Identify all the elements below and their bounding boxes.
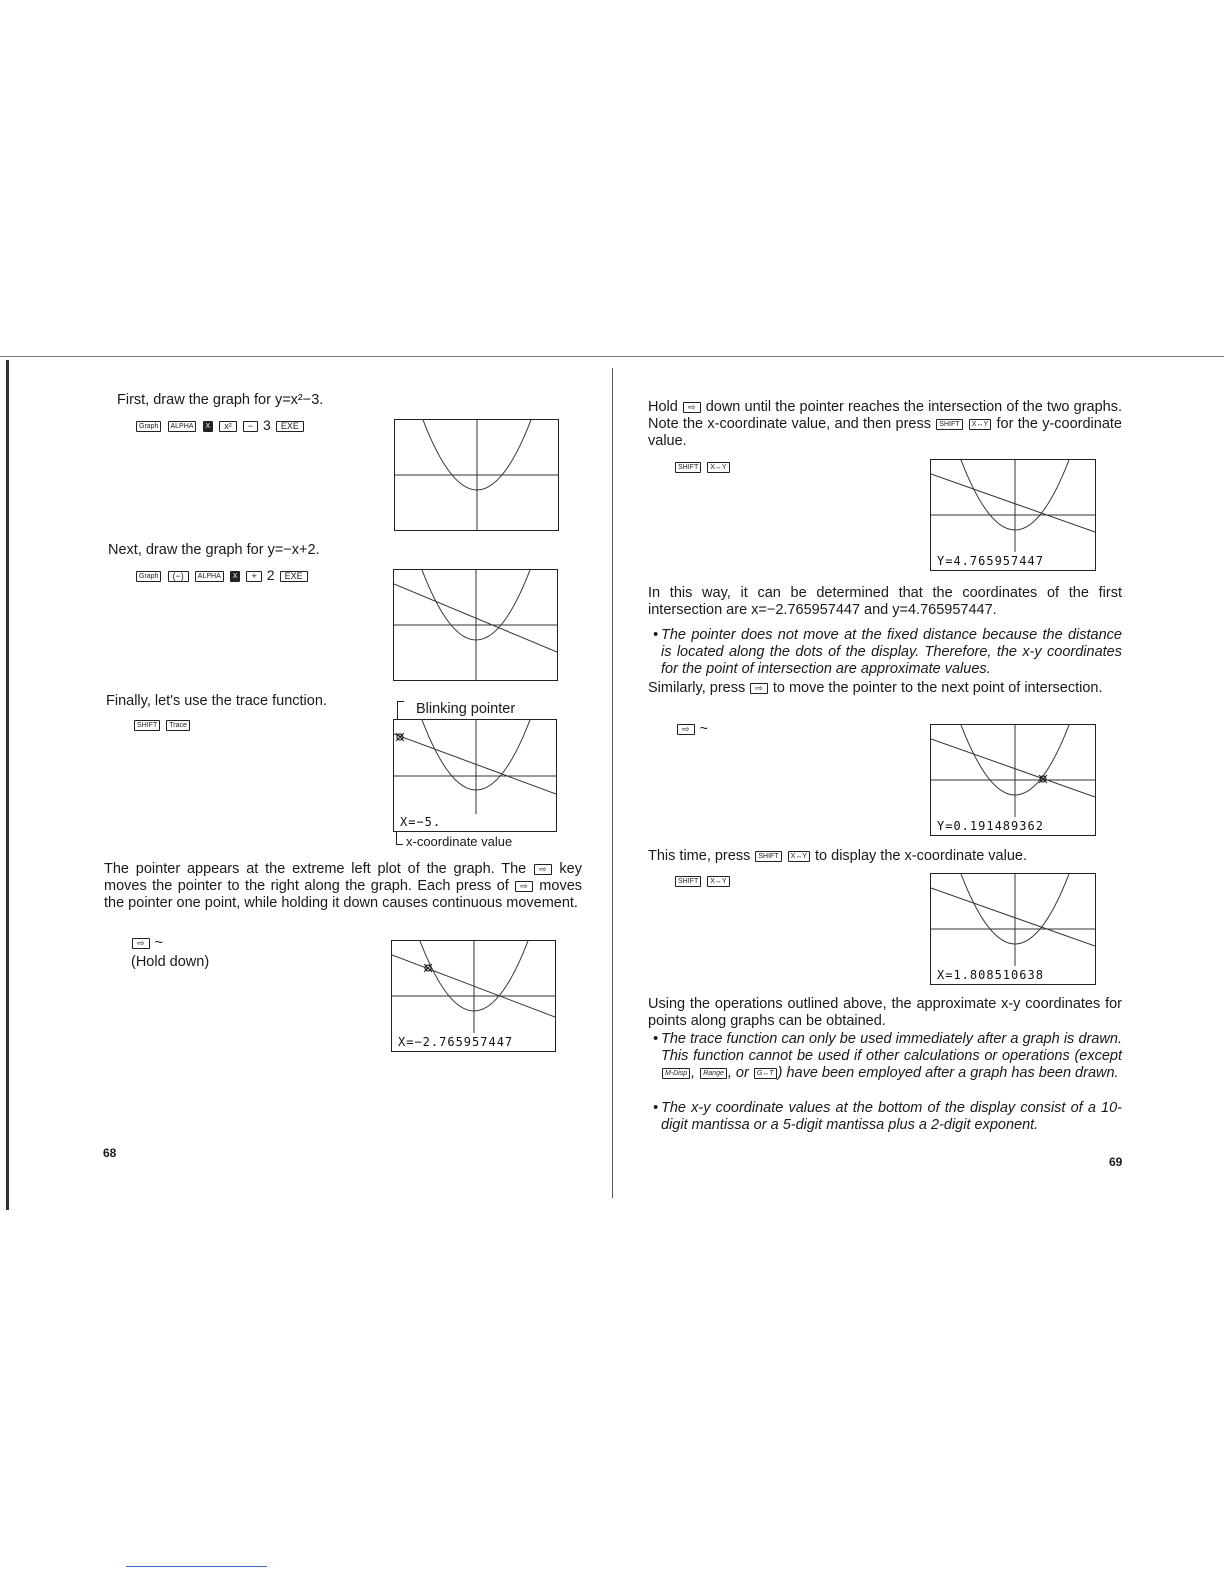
key-x-y-swap: X↔Y	[707, 876, 729, 887]
digit-2: 2	[266, 567, 275, 583]
right-arrow-key-icon: ⇨	[534, 864, 552, 875]
note-2: • The trace function can only be used immediately after a graph is drawn. This function cannot be used if other calculations or operations (except M-Disp , Range , or G↔T ) have been employed after a graph has been drawn.	[653, 1031, 1122, 1081]
key-shift: SHIFT	[134, 720, 160, 731]
key-range: Range	[700, 1068, 727, 1079]
right-arrow-key-icon: ⇨	[677, 724, 695, 735]
key-g-t: G↔T	[754, 1068, 777, 1079]
xcoord-callout-line	[396, 832, 403, 845]
key-shift: SHIFT	[675, 876, 701, 887]
key-exe: EXE	[276, 421, 304, 432]
key-x-y-swap: X↔Y	[707, 462, 729, 473]
right-paragraph-1: Hold ⇨ down until the pointer reaches the intersection of the two graphs. Note the x-coordinate value, and then press SHIFT X↔Y for the y-coordinate value.	[648, 399, 1122, 449]
trace-pointer-icon	[424, 964, 432, 972]
step2-text: Next, draw the graph for y=−x+2.	[108, 542, 320, 558]
right-arrow-key-icon: ⇨	[750, 683, 768, 694]
blinking-pointer-icon	[396, 733, 404, 741]
graph-screen-4	[391, 940, 556, 1052]
key-trace: Trace	[166, 720, 190, 731]
key-graph: Graph	[136, 571, 161, 582]
key-x: X	[203, 421, 214, 432]
graph-screen-1	[394, 419, 559, 531]
trace-pointer-icon	[1039, 775, 1047, 783]
key-shift: SHIFT	[755, 851, 781, 862]
note-1: • The pointer does not move at the fixed distance because the distance is located along the dots of the display. Therefore, the x-y coordinates for the point of intersection are approximate values.	[653, 627, 1122, 677]
left-edge-line	[6, 360, 9, 1210]
y-readout-2: Y=0.191489362	[937, 819, 1044, 833]
key-m-disp: M-Disp	[662, 1068, 690, 1079]
right-paragraph-2: In this way, it can be determined that the coordinates of the first intersection are x=−2.765957447 and y=4.765957447.	[648, 585, 1122, 618]
note-3: • The x-y coordinate values at the bottom of the display consist of a 10-digit mantissa or a 5-digit mantissa plus a 2-digit exponent.	[653, 1100, 1122, 1133]
key-negate: (−)	[168, 571, 189, 582]
graph-screen-r3	[930, 873, 1096, 985]
right-arrow-key-icon: ⇨	[683, 402, 701, 413]
blinking-pointer-label: Blinking pointer	[416, 701, 516, 717]
trace-readout-x2: X=−2.765957447	[398, 1035, 514, 1049]
y-readout-1: Y=4.765957447	[937, 554, 1044, 568]
bottom-link-line	[126, 1566, 267, 1567]
right-paragraph-4: This time, press SHIFT X↔Y to display the x-coordinate value.	[648, 848, 1028, 864]
digit-3: 3	[263, 417, 271, 433]
graph-screen-r1	[930, 459, 1096, 571]
step2-keys	[135, 567, 309, 584]
key-minus: −	[243, 421, 258, 432]
key-x-y-swap: X↔Y	[969, 419, 991, 430]
top-rule	[0, 356, 1224, 357]
parabola-graph	[395, 420, 558, 530]
right-paragraph-3: Similarly, press ⇨ to move the pointer to the next point of intersection.	[648, 680, 1103, 696]
key-square: x²	[219, 421, 237, 432]
left-paragraph-1: The pointer appears at the extreme left plot of the graph. The ⇨ key moves the pointer to the right along the graph. Each press of ⇨ moves the pointer one point, while holding it down causes continuous movement.	[104, 861, 583, 911]
step1-keys	[135, 417, 305, 434]
key-x-y-swap: X↔Y	[788, 851, 810, 862]
step3-keys	[133, 717, 191, 733]
parabola-line-graph	[394, 570, 557, 680]
arrow-tilde-row: ⇨ ~	[676, 721, 708, 737]
trace-readout-x: X=−5.	[400, 815, 442, 829]
right-paragraph-5: Using the operations outlined above, the approximate x-y coordinates for points along graphs can be obtained.	[648, 996, 1122, 1029]
graph-screen-r2	[930, 724, 1096, 836]
key-plus: +	[246, 571, 261, 582]
page-number-right: 69	[1109, 1155, 1123, 1169]
xcoord-callout-label: x-coordinate value	[406, 834, 513, 849]
key-shift: SHIFT	[936, 419, 962, 430]
key-alpha: ALPHA	[195, 571, 224, 582]
hold-down-label: (Hold down)	[131, 954, 210, 970]
step1-text: First, draw the graph for y=x²−3.	[117, 392, 324, 408]
step3-text: Finally, let's use the trace function.	[106, 693, 327, 709]
right-arrow-key-icon: ⇨	[132, 938, 150, 949]
key-alpha: ALPHA	[168, 421, 197, 432]
page-number-left: 68	[103, 1146, 117, 1160]
keys-shift-xy-1	[674, 459, 731, 475]
key-exe: EXE	[280, 571, 308, 582]
graph-screen-3	[393, 719, 557, 832]
key-x: X	[230, 571, 241, 582]
hold-key-row: ⇨ ~	[131, 935, 163, 951]
keys-shift-xy-2	[674, 873, 731, 889]
x-readout-3: X=1.808510638	[937, 968, 1044, 982]
spine-line	[612, 368, 613, 1198]
graph-screen-2	[393, 569, 558, 681]
key-graph: Graph	[136, 421, 161, 432]
right-arrow-key-icon: ⇨	[515, 881, 533, 892]
key-shift: SHIFT	[675, 462, 701, 473]
